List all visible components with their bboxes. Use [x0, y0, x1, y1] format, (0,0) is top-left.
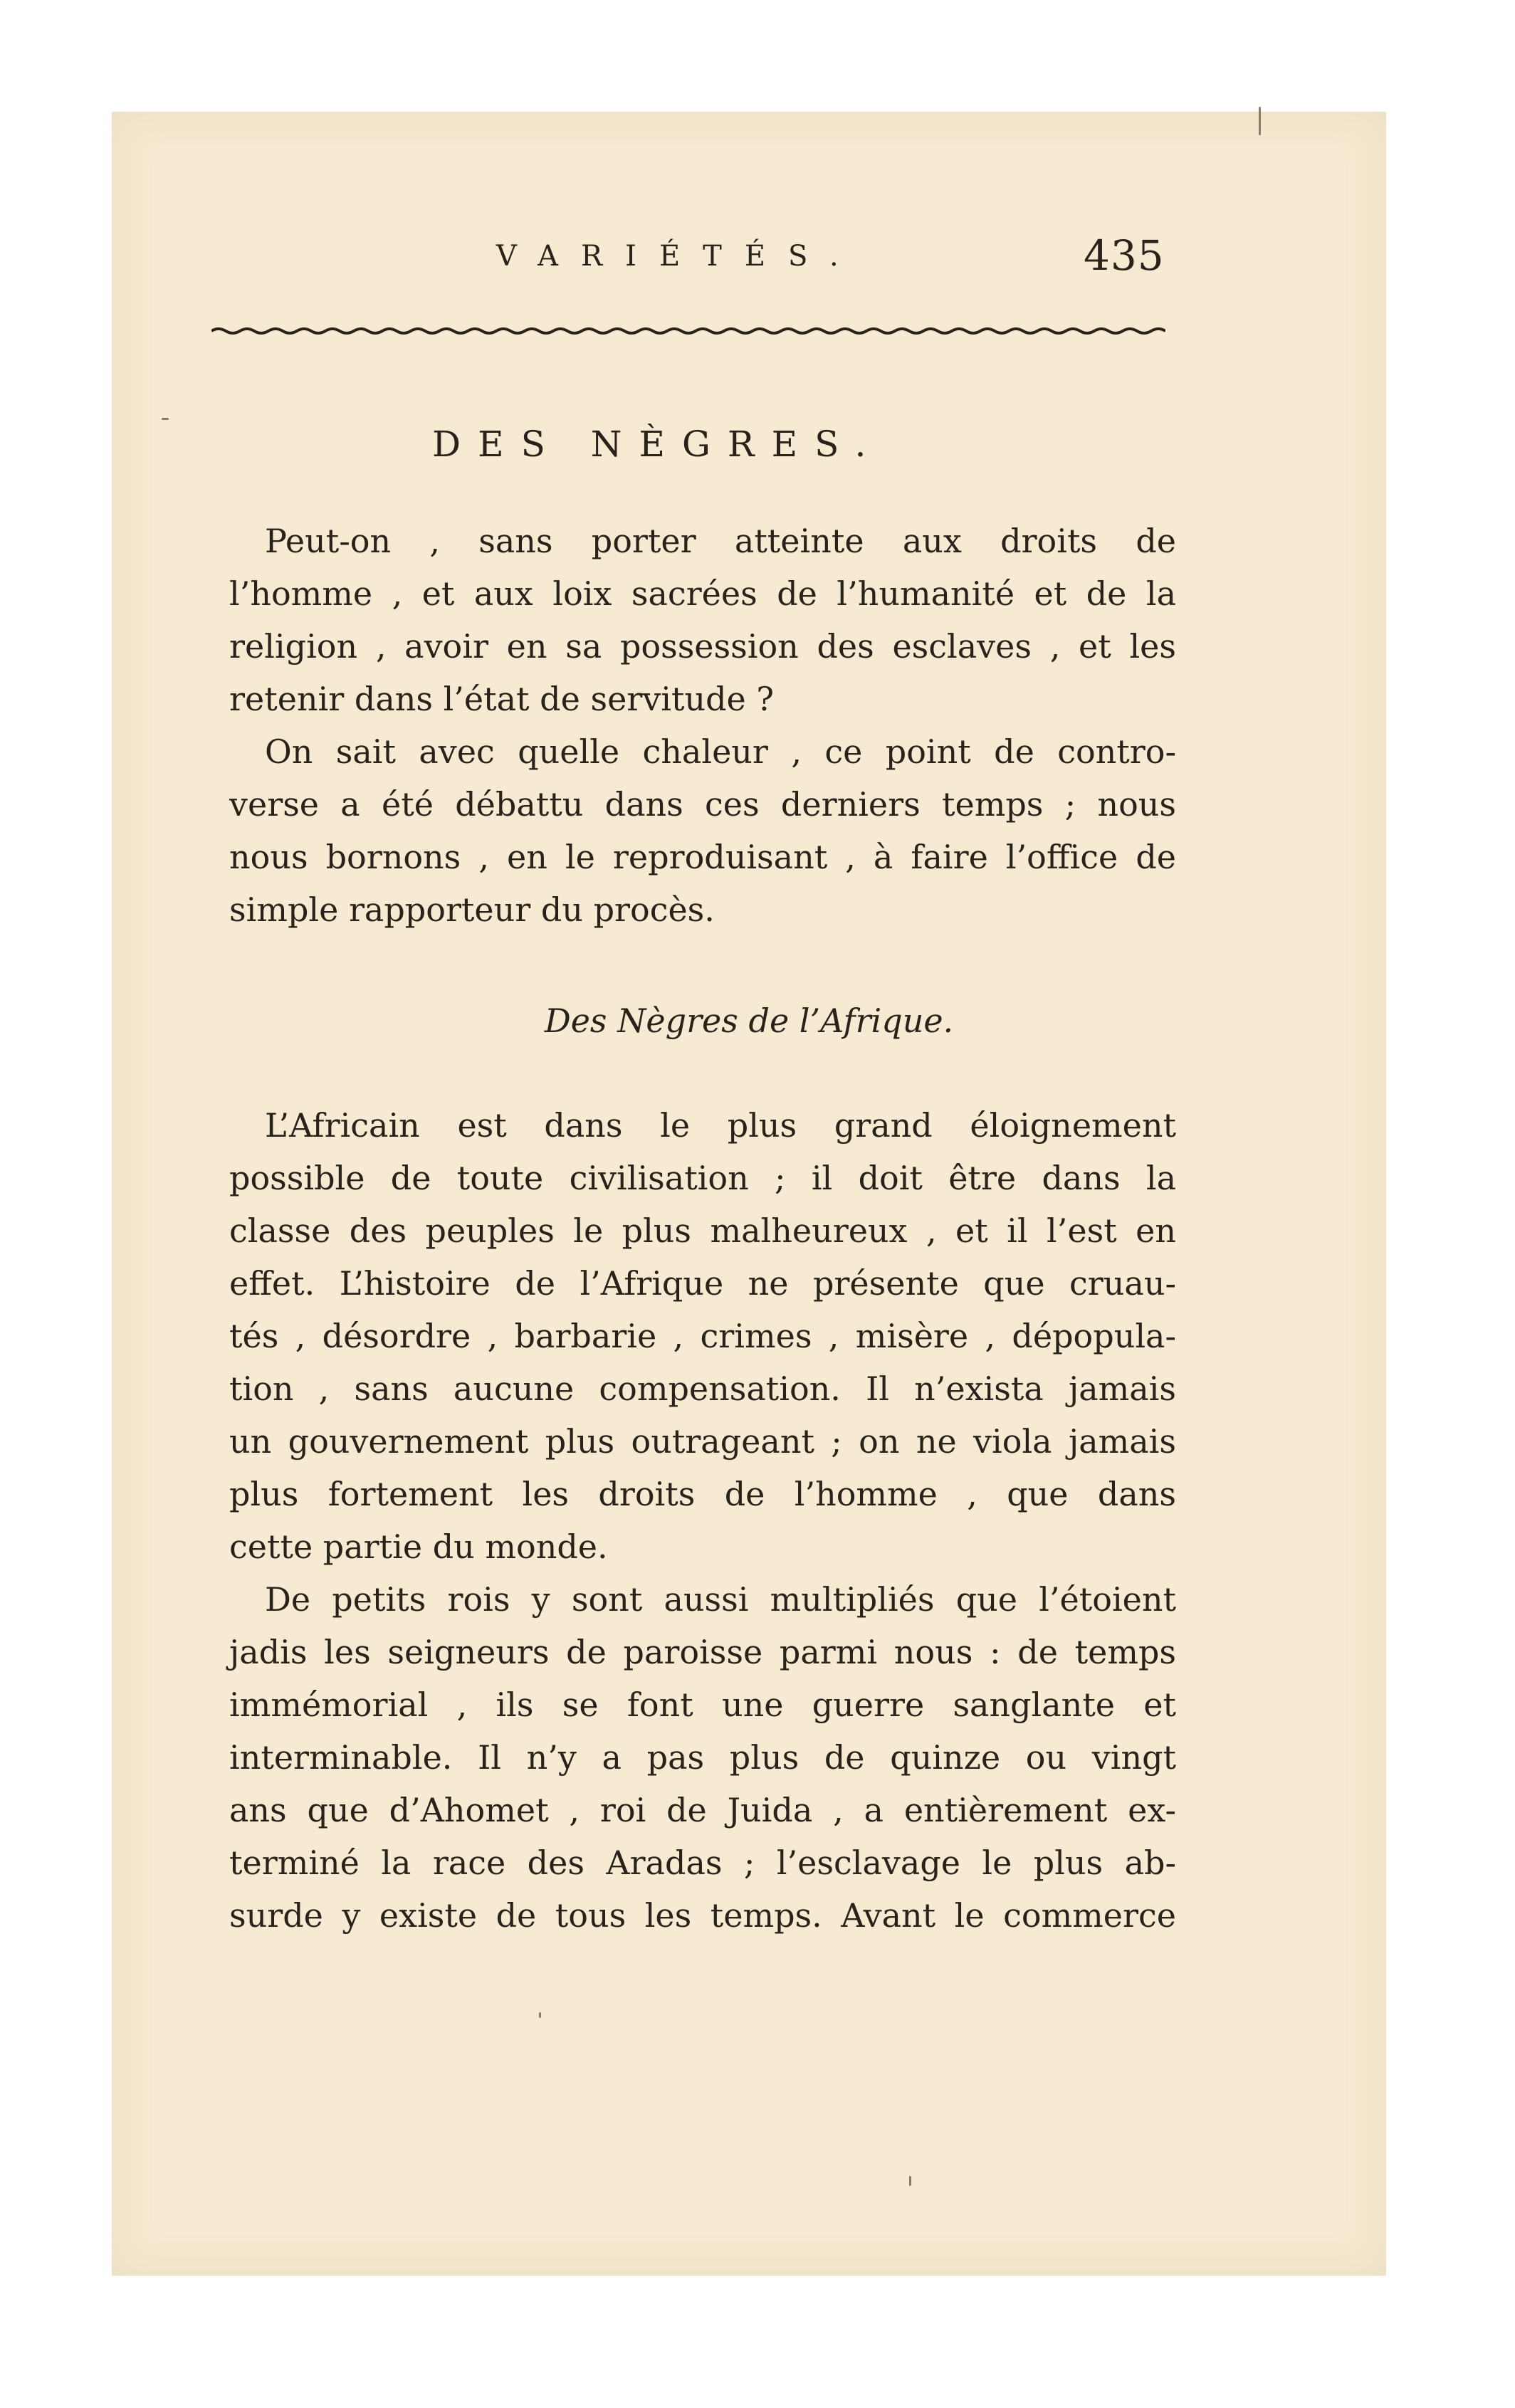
text-line: plus fortement les droits de l’homme , que dans	[229, 1475, 1176, 1513]
paper-speck	[909, 2176, 911, 2186]
text-line: L’Africain est dans le plus grand éloignement	[265, 1106, 1176, 1145]
text-line: possible de toute civilisation ; il doit être dans la	[229, 1159, 1176, 1197]
text-line: jadis les seigneurs de paroisse parmi nous : de temps	[229, 1633, 1176, 1671]
text-line: nous bornons , en le reproduisant , à faire l’office de	[229, 838, 1176, 876]
text-line: l’homme , et aux loix sacrées de l’humanité et de la	[229, 574, 1176, 613]
subsection-title: Des Nègres de l’Afrique.	[544, 1001, 954, 1040]
intro-paragraphs	[229, 515, 1176, 936]
text-line: religion , avoir en sa possession des esclaves , et les	[229, 627, 1176, 666]
text-line: On sait avec quelle chaleur , ce point de contro-	[265, 732, 1176, 771]
text-line: Peut-on , sans porter atteinte aux droits de	[265, 522, 1176, 560]
text-line: tés , désordre , barbarie , crimes , misère , dépopula-	[229, 1317, 1176, 1355]
text-line: effet. L’histoire de l’Afrique ne présente que cruau-	[229, 1264, 1176, 1303]
paper-speck	[162, 418, 169, 420]
text-line: cette partie du monde.	[229, 1528, 608, 1566]
page-number: 435	[1084, 231, 1165, 280]
text-line: terminé la race des Aradas ; l’esclavage le plus ab-	[229, 1844, 1176, 1882]
text-line: interminable. Il n’y a pas plus de quinze ou vingt	[229, 1738, 1176, 1777]
text-line: verse a été débattu dans ces derniers temps ; nous	[229, 785, 1176, 824]
paper-speck	[539, 2012, 541, 2018]
ornamental-rule	[211, 325, 1165, 335]
body-paragraphs	[229, 1099, 1176, 1942]
text-line: De petits rois y sont aussi multipliés que l’étoient	[265, 1580, 1176, 1619]
text-line: un gouvernement plus outrageant ; on ne viola jamais	[229, 1422, 1176, 1461]
text-line: classe des peuples le plus malheureux , et il l’est en	[229, 1211, 1176, 1250]
text-line: immémorial , ils se font une guerre sanglante et	[229, 1686, 1176, 1724]
book-page	[112, 112, 1386, 2276]
text-line: retenir dans l’état de servitude ?	[229, 680, 775, 718]
text-line: surde y existe de tous les temps. Avant le commerce	[229, 1896, 1176, 1935]
running-head: VARIÉTÉS.	[496, 240, 861, 273]
section-title: DES NÈGRES.	[432, 424, 884, 465]
text-line: ans que d’Ahomet , roi de Juida , a entièrement ex-	[229, 1791, 1176, 1829]
scan-edge-mark	[1259, 107, 1261, 135]
text-line: tion , sans aucune compensation. Il n’exista jamais	[229, 1369, 1176, 1408]
text-line: simple rapporteur du procès.	[229, 890, 715, 929]
